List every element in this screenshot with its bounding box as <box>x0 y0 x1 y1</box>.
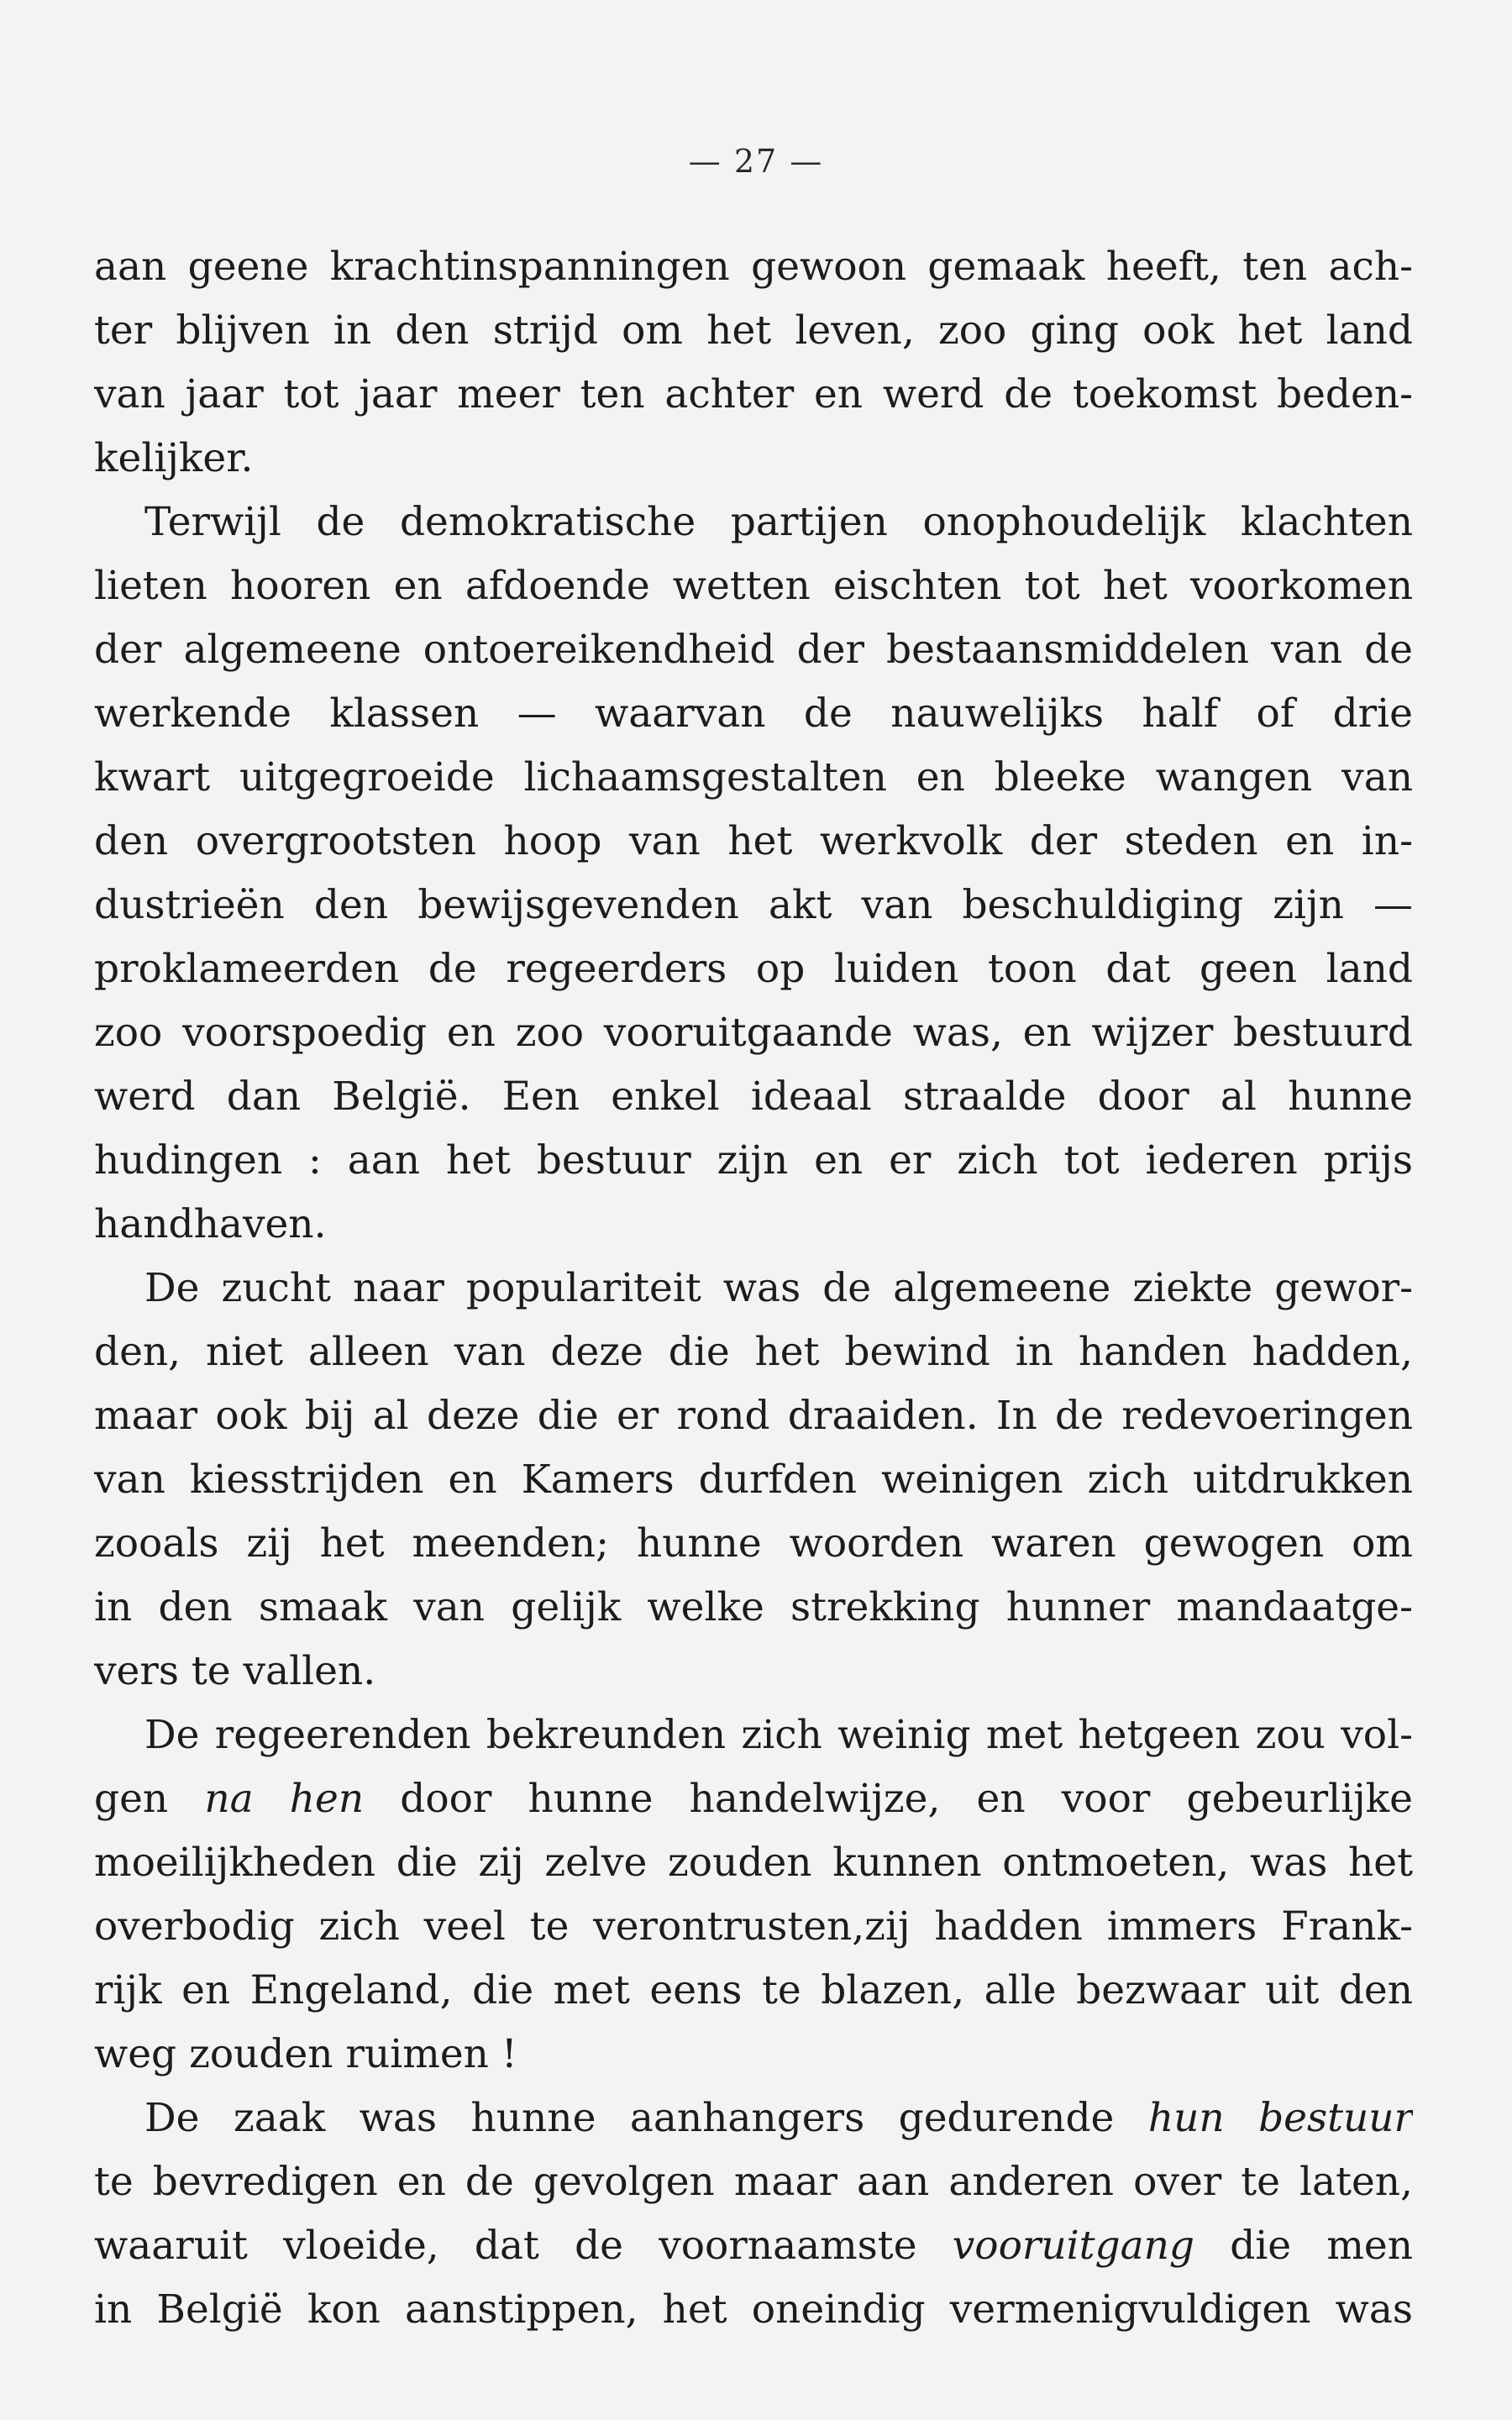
paragraph-4 <box>94 1703 1413 2087</box>
text-line: werd dan België. Een enkel ideaal straalde door al hunne <box>94 1074 1413 1120</box>
text-line: in België kon aanstippen, het oneindig vermenigvuldigen was <box>94 2286 1413 2333</box>
text-line: van kiesstrijden en Kamers durfden weinigen zich uitdrukken <box>94 1457 1413 1503</box>
text-line: der algemeene ontoereikendheid der bestaansmiddelen van de <box>94 627 1413 673</box>
italic-text: vooruitgang <box>952 2223 1194 2269</box>
text-line: Terwijl de demokratische partijen onophoudelijk klachten <box>144 499 1413 545</box>
text-line: hudingen : aan het bestuur zijn en er zich tot iederen prijs <box>94 1137 1413 1184</box>
text-line: aan geene krachtinspanningen gewoon gemaak heeft, ten ach- <box>94 244 1413 290</box>
text-segment: die men <box>1230 2223 1413 2269</box>
text-line: overbodig zich veel te verontrusten,zij hadden immers Frank- <box>94 1903 1413 1950</box>
text-line: dustrieën den bewijsgevenden akt van beschuldiging zijn — <box>94 882 1413 928</box>
text-segment: door hunne handelwijze, en voor gebeurlijke <box>400 1776 1413 1822</box>
text-line: zoo voorspoedig en zoo vooruitgaande was, en wijzer bestuurd <box>94 1010 1413 1056</box>
text-segment: waaruit vloeide, dat de voornaamste <box>94 2223 917 2269</box>
text-line: te bevredigen en de gevolgen maar aan anderen over te laten, <box>94 2159 1413 2205</box>
text-line: in den smaak van gelijk welke strekking hunner mandaatge- <box>94 1584 1413 1630</box>
paragraph-2 <box>94 491 1413 1257</box>
text-line-mixed <box>94 2087 1413 2150</box>
text-line-mixed <box>94 2214 1413 2278</box>
text-line: ter blijven in den strijd om het leven, zoo ging ook het land <box>94 307 1413 354</box>
text-line: proklameerden de regeerders op luiden toon dat geen land <box>94 946 1413 992</box>
body-text <box>94 235 1413 2342</box>
text-line: kwart uitgegroeide lichaamsgestalten en bleeke wangen van <box>94 754 1413 801</box>
page-number: — 27 — <box>688 143 824 180</box>
paragraph-3 <box>94 1257 1413 1703</box>
text-segment: gen <box>94 1776 169 1822</box>
text-line: lieten hooren en afdoende wetten eischten tot het voorkomen <box>94 563 1413 609</box>
text-line: van jaar tot jaar meer ten achter en werd de toekomst beden- <box>94 371 1413 417</box>
italic-text: na hen <box>204 1776 365 1822</box>
paragraph-5 <box>94 2087 1413 2342</box>
text-line: vers te vallen. <box>94 1648 376 1694</box>
text-line: kelijker. <box>94 435 254 481</box>
text-line: moeilijkheden die zij zelve zouden kunnen ontmoeten, was het <box>94 1840 1413 1886</box>
text-line: zooals zij het meenden; hunne woorden waren gewogen om <box>94 1520 1413 1567</box>
text-line: rijk en Engeland, die met eens te blazen, alle bezwaar uit den <box>94 1967 1413 2013</box>
text-line: De regeerenden bekreunden zich weinig met hetgeen zou vol- <box>144 1712 1413 1758</box>
text-line: maar ook bij al deze die er rond draaiden. In de redevoeringen <box>94 1393 1413 1439</box>
text-line: werkende klassen — waarvan de nauwelijks half of drie <box>94 690 1413 737</box>
text-line: den, niet alleen van deze die het bewind in handen hadden, <box>94 1329 1413 1375</box>
text-line: weg zouden ruimen ! <box>94 2031 517 2077</box>
text-line-mixed <box>94 1767 1413 1831</box>
text-line: De zucht naar populariteit was de algemeene ziekte gewor- <box>144 1265 1413 1311</box>
text-line: den overgrootsten hoop van het werkvolk der steden en in- <box>94 818 1413 864</box>
paragraph-1 <box>94 235 1413 491</box>
text-segment: De zaak was hunne aanhangers gedurende <box>144 2095 1115 2141</box>
italic-text: hun bestuur <box>1147 2095 1413 2141</box>
text-line: handhaven. <box>94 1201 327 1247</box>
